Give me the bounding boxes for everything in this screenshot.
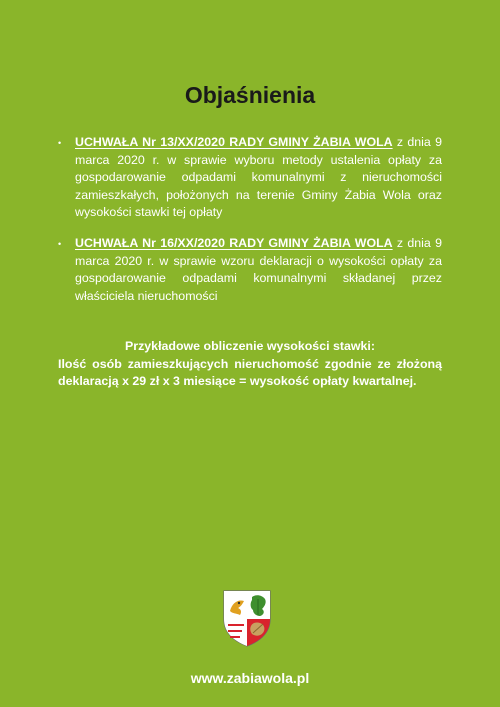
example-heading: Przykładowe obliczenie wysokości stawki: bbox=[125, 339, 375, 353]
list-item-text bbox=[75, 235, 442, 305]
website-link[interactable]: www.zabiawola.pl bbox=[190, 670, 310, 686]
list-item bbox=[58, 134, 442, 222]
bullet-icon: • bbox=[58, 138, 62, 148]
resolution-link[interactable]: UCHWAŁA Nr 16/XX/2020 RADY GMINY ŻABIA WOLA bbox=[75, 235, 393, 250]
example-body: Ilość osób zamieszkujących nieruchomość zgodnie ze złożoną deklaracją x 29 zł x 3 miesiące = wysokość opłaty kwartalnej. bbox=[58, 356, 442, 389]
list-item bbox=[58, 235, 442, 305]
example-calculation bbox=[58, 338, 442, 391]
resolution-list bbox=[58, 134, 442, 318]
page-title: Objaśnienia bbox=[184, 82, 316, 108]
resolution-link[interactable]: UCHWAŁA Nr 13/XX/2020 RADY GMINY ŻABIA WOLA bbox=[75, 135, 393, 149]
gmina-coat-of-arms-icon bbox=[222, 589, 272, 647]
resolution-description: z dnia 9 marca 2020 r. w sprawie wzoru deklaracji o wysokości opłaty za gospodarowanie odpadami komunalnymi składanej przez właściciela nieruchomości bbox=[75, 235, 442, 303]
resolution-description: z dnia 9 marca 2020 r. w sprawie wyboru metody ustalenia opłaty za gospodarowanie odpadami komunalnymi z nieruchomości zamieszkałych, położonych na terenie Gminy Żabia Wola oraz wysokości stawki tej opłaty bbox=[75, 135, 442, 220]
list-item-text bbox=[75, 134, 442, 222]
bullet-icon: • bbox=[58, 238, 62, 249]
